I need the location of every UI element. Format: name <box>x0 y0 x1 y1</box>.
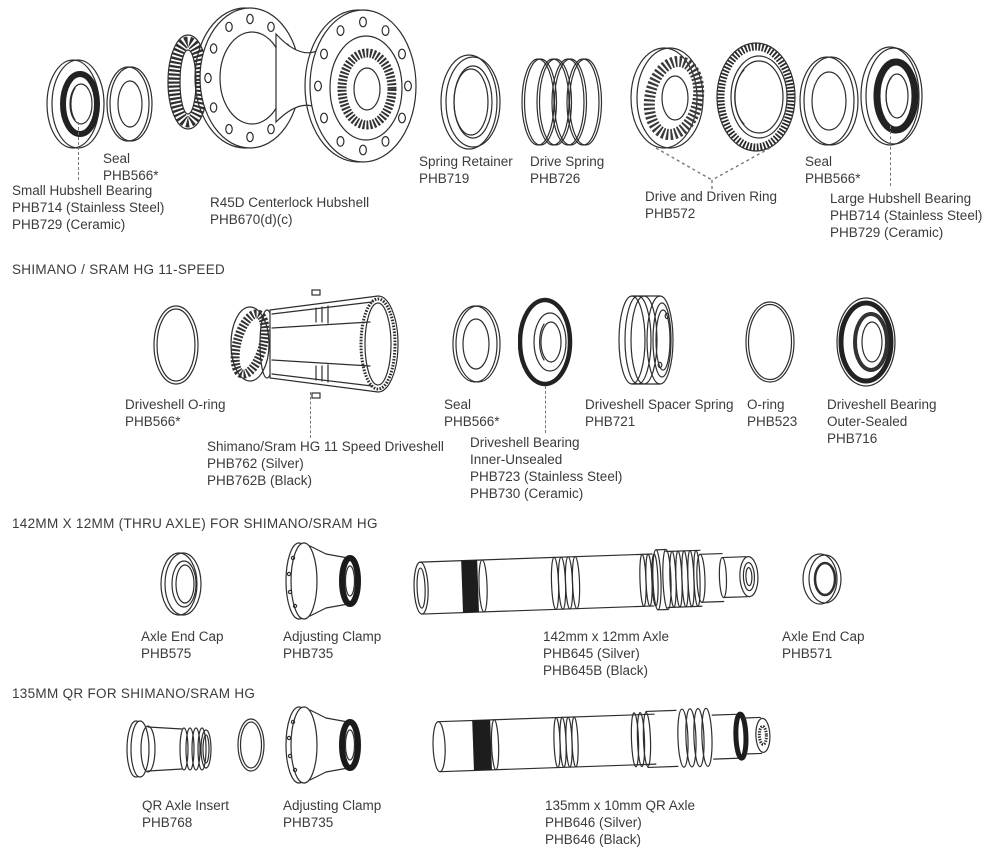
label-line: PHB566* <box>103 168 159 183</box>
adjusting-clamp-2-drawing <box>280 704 368 786</box>
label-seal <box>444 396 500 430</box>
label-line: Seal <box>444 397 472 412</box>
label-axle-end-cap-right <box>782 628 865 662</box>
driveshell-drawing <box>220 288 416 400</box>
driveshell-bearing-inner-drawing <box>518 296 578 388</box>
label-thru-axle <box>543 628 669 679</box>
axle-end-cap-right-drawing <box>798 548 846 610</box>
label-axle-end-cap-left <box>141 628 224 662</box>
label-o-ring <box>747 396 797 430</box>
label-line: PHB719 <box>419 171 470 186</box>
label-line: Seal <box>103 151 131 166</box>
label-driveshell-bearing-outer <box>827 396 937 447</box>
leader-driveshell-bearing-inner <box>545 386 546 433</box>
label-line: Driveshell O-ring <box>125 397 226 412</box>
thru-axle-drawing <box>405 540 780 624</box>
drive-spring-drawing <box>516 50 610 154</box>
label-line: O-ring <box>747 397 785 412</box>
label-hubshell <box>210 194 369 228</box>
driveshell-o-ring-drawing <box>150 300 202 390</box>
seal-drawing <box>450 300 502 388</box>
label-line: Large Hubshell Bearing <box>830 191 972 206</box>
label-line: PHB646 (Silver) <box>545 815 642 830</box>
adjusting-clamp-drawing <box>280 540 368 622</box>
label-line: PHB566* <box>444 414 500 429</box>
label-seal-left <box>103 150 159 184</box>
label-line: 142mm x 12mm Axle <box>543 629 670 644</box>
label-line: PHB721 <box>585 414 636 429</box>
seal-right-drawing <box>796 50 864 152</box>
qr-axle-drawing <box>425 692 780 790</box>
o-ring-drawing <box>742 298 798 386</box>
label-line: PHB726 <box>530 171 581 186</box>
label-driveshell-bearing-inner <box>470 434 622 502</box>
label-line: PHB645 (Silver) <box>543 646 640 661</box>
large-hubshell-bearing-drawing <box>858 42 928 150</box>
label-qr-axle-insert <box>142 797 229 831</box>
label-line: PHB566* <box>805 171 861 186</box>
leader-driveshell <box>310 392 311 438</box>
leader-large-bearing <box>890 126 891 186</box>
section-header-hg-11-speed: SHIMANO / SRAM HG 11-SPEED <box>12 262 226 277</box>
label-line: PHB729 (Ceramic) <box>12 217 126 232</box>
label-driveshell-o-ring <box>125 396 226 430</box>
label-line: R45D Centerlock Hubshell <box>210 195 370 210</box>
label-driveshell-spacer-spring <box>585 396 734 430</box>
label-line: 135mm x 10mm QR Axle <box>545 798 696 813</box>
label-adjusting-clamp-2 <box>283 797 381 831</box>
label-line: PHB716 <box>827 431 878 446</box>
label-qr-axle <box>545 797 695 848</box>
label-large-hubshell-bearing <box>830 190 982 241</box>
label-line: PHB523 <box>747 414 798 429</box>
label-line: Small Hubshell Bearing <box>12 183 153 198</box>
label-line: Driveshell Bearing <box>470 435 580 450</box>
label-line: PHB723 (Stainless Steel) <box>470 469 623 484</box>
label-line: PHB729 (Ceramic) <box>830 225 944 240</box>
label-line: Seal <box>805 154 833 169</box>
label-line: PHB714 (Stainless Steel) <box>12 200 165 215</box>
label-line: PHB571 <box>782 646 833 661</box>
section-header-142mm-thru-axle: 142MM X 12MM (THRU AXLE) FOR SHIMANO/SRAM HG <box>12 516 378 531</box>
label-line: PHB762B (Black) <box>207 473 313 488</box>
label-small-hubshell-bearing <box>12 182 164 233</box>
axle-end-cap-left-drawing <box>158 548 208 620</box>
label-line: Drive Spring <box>530 154 605 169</box>
label-drive-spring <box>530 153 604 187</box>
qr-axle-insert-drawing <box>124 706 234 792</box>
label-line: Inner-Unsealed <box>470 452 563 467</box>
label-line: PHB572 <box>645 206 696 221</box>
label-line: PHB768 <box>142 815 193 830</box>
label-line: PHB714 (Stainless Steel) <box>830 208 983 223</box>
leader-drive-driven-ring <box>648 146 778 190</box>
label-line: Axle End Cap <box>782 629 865 644</box>
label-line: Axle End Cap <box>141 629 224 644</box>
label-spring-retainer <box>419 153 513 187</box>
label-line: Adjusting Clamp <box>283 629 382 644</box>
label-line: PHB575 <box>141 646 192 661</box>
driveshell-bearing-outer-drawing <box>836 296 898 388</box>
seal-left-drawing <box>104 62 154 146</box>
label-line: Adjusting Clamp <box>283 798 382 813</box>
label-line: Spring Retainer <box>419 154 513 169</box>
qr-insert-o-ring-drawing <box>234 714 270 778</box>
label-line: QR Axle Insert <box>142 798 230 813</box>
label-line: Outer-Sealed <box>827 414 908 429</box>
label-line: PHB735 <box>283 815 334 830</box>
label-line: Driveshell Spacer Spring <box>585 397 734 412</box>
label-line: PHB645B (Black) <box>543 663 649 678</box>
section-header-135mm-qr: 135MM QR FOR SHIMANO/SRAM HG <box>12 686 256 701</box>
label-seal-right <box>805 153 861 187</box>
label-line: PHB670(d)(c) <box>210 212 293 227</box>
label-line: PHB762 (Silver) <box>207 456 304 471</box>
label-adjusting-clamp <box>283 628 381 662</box>
label-line: Drive and Driven Ring <box>645 189 778 204</box>
spring-retainer-drawing <box>438 50 504 154</box>
label-line: Shimano/Sram HG 11 Speed Driveshell <box>207 439 444 454</box>
drive-ring-drawing <box>628 42 714 154</box>
label-line: PHB735 <box>283 646 334 661</box>
label-line: PHB646 (Black) <box>545 832 642 847</box>
label-line: PHB730 (Ceramic) <box>470 486 584 501</box>
driveshell-spacer-spring-drawing <box>610 292 688 388</box>
label-line: PHB566* <box>125 414 181 429</box>
leader-small-bearing <box>78 122 79 180</box>
label-line: Driveshell Bearing <box>827 397 937 412</box>
driven-ring-drawing <box>712 40 802 154</box>
label-driveshell <box>207 438 444 489</box>
hubshell-drawing <box>158 4 418 166</box>
label-drive-and-driven-ring <box>645 188 777 222</box>
